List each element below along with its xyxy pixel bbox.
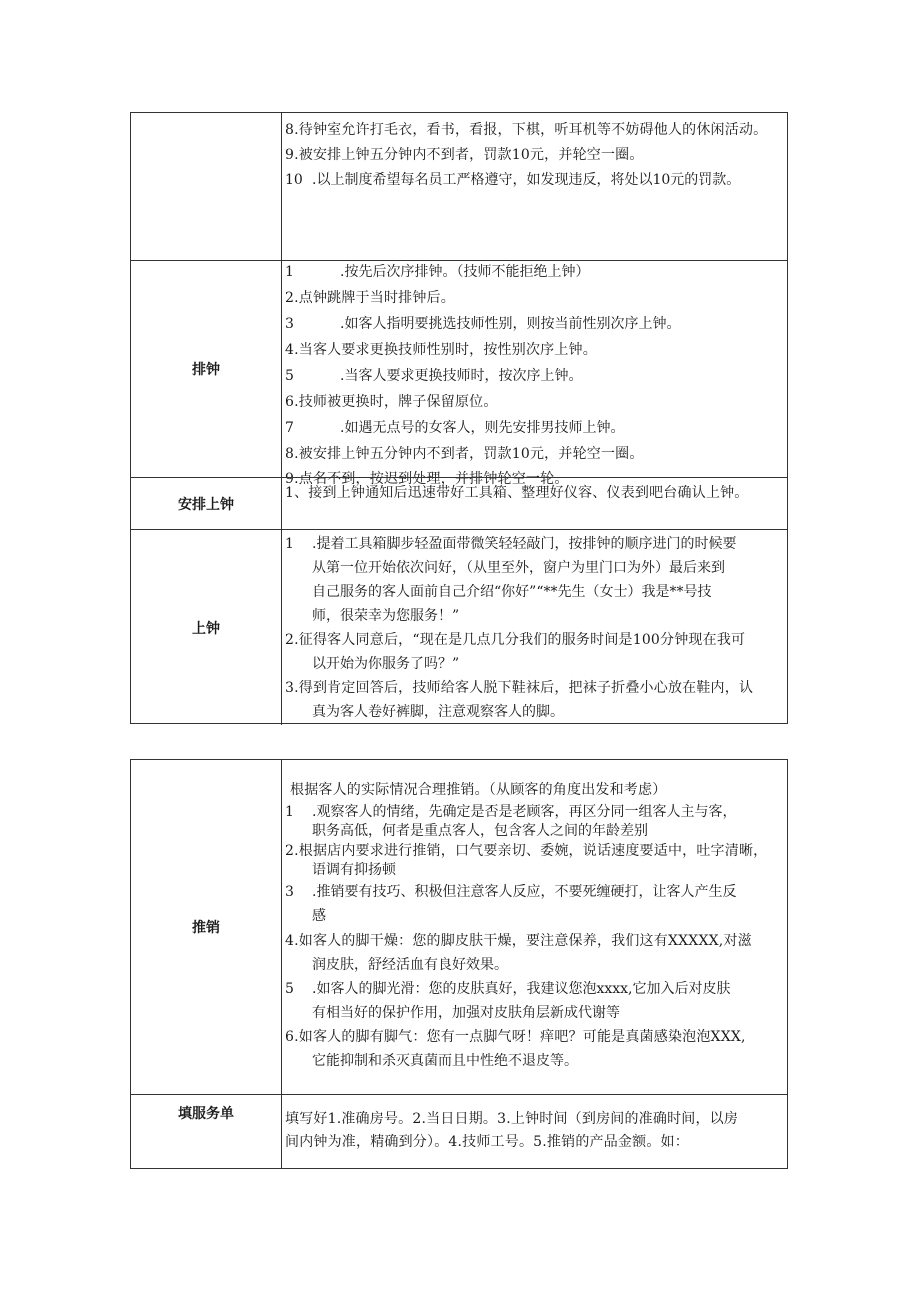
- list-item: 8.被安排上钟五分钟内不到者，罚款10元，并轮空一圈。: [285, 446, 644, 462]
- row-tianfu: [131, 1094, 787, 1168]
- list-line: 感: [312, 908, 326, 924]
- list-line: 6.如客人的脚有脚气：您有一点脚气呀！痒吧？可能是真菌感染泡泡XXX,: [285, 1029, 746, 1045]
- list-number: 1: [285, 264, 294, 280]
- row-content: [282, 113, 787, 260]
- list-number: 3: [285, 884, 294, 900]
- list-line: 真为客人卷好裤脚，注意观察客人的脚。: [312, 704, 564, 720]
- list-item: 6.技师被更换时，牌子保留原位。: [285, 394, 498, 410]
- list-number: 1: [285, 536, 294, 552]
- list-item: .当客人要求更换技师时，按次序上钟。: [340, 368, 583, 384]
- list-item: 2.点钟跳牌于当时排钟后。: [285, 290, 455, 306]
- rule-item: 9.被安排上钟五分钟内不到者，罚款10元，并轮空一圈。: [285, 147, 644, 163]
- list-number: 5: [285, 981, 294, 997]
- row-label-tuixiao: 推销: [131, 760, 282, 1094]
- list-line: 2.征得客人同意后，“现在是几点几分我们的服务时间是100分钟现在我可: [285, 632, 746, 648]
- list-number: 3: [285, 316, 294, 332]
- row-label-shangzhong: 上钟: [131, 530, 282, 725]
- list-line: 自己服务的客人面前自己介绍“你好”“**先生（女士）我是**号技: [312, 584, 712, 600]
- row-content: [282, 760, 787, 1094]
- row-label-anpai: 安排上钟: [131, 478, 282, 529]
- list-line: .观察客人的情绪，先确定是否是老顾客，再区分同一组客人主与客，: [312, 804, 737, 820]
- row-label-paizhong: 排钟: [131, 261, 282, 477]
- row-label-tianfu: 填服务单: [131, 1095, 282, 1168]
- row-content: [282, 261, 787, 487]
- rule-item: .以上制度希望每名员工严格遵守，如发现违反，将处以10元的罚款。: [312, 172, 741, 188]
- instruction-text: 1、接到上钟通知后迅速带好工具箱、整理好仪容、仪表到吧台确认上钟。: [285, 485, 749, 501]
- list-line: 师，很荣幸为您服务！”: [312, 608, 460, 624]
- list-item-clipped: 9.点名不到，按迟到处理，并排钟轮空一轮。: [285, 471, 569, 487]
- list-item: .如客人指明要挑选技师性别，则按当前性别次序上钟。: [340, 316, 681, 332]
- list-line: .如客人的脚光滑：您的皮肤真好，我建议您泡xxxx,它加入后对皮肤: [312, 981, 731, 997]
- row-anpai-shangzhong: [131, 477, 787, 529]
- rule-number: 10: [285, 172, 303, 188]
- row-content: [282, 478, 787, 529]
- list-line: 根据客人的实际情况合理推销。（从顾客的角度出发和考虑）: [290, 782, 667, 798]
- list-item: 4.当客人要求更换技师性别时，按性别次序上钟。: [285, 342, 597, 358]
- list-number: 5: [285, 368, 294, 384]
- list-line: 有相当好的保护作用，加强对皮肤角层新成代谢等: [312, 1005, 620, 1021]
- row-paizhong: [131, 260, 787, 487]
- list-item: .按先后次序排钟。（技师不能拒绝上钟）: [340, 264, 590, 280]
- list-number: 1: [285, 804, 294, 820]
- form-instruction-line: 间内钟为准，精确到分）。4.技师工号。5.推销的产品金额。如：: [285, 1134, 689, 1150]
- rules-table-1: [130, 112, 788, 724]
- row-shangzhong: [131, 529, 787, 725]
- list-item: .如遇无点号的女客人，则先安排男技师上钟。: [340, 420, 625, 436]
- rule-item: 8.待钟室允许打毛衣，看书，看报，下棋，听耳机等不妨碍他人的休闲活动。: [285, 122, 768, 138]
- row-label-empty: [131, 113, 282, 260]
- rules-table-2: [130, 759, 788, 1169]
- list-line: 润皮肤，舒经活血有良好效果。: [312, 957, 508, 973]
- row-tuixiao: [131, 760, 787, 1094]
- row-rules-continued: [131, 113, 787, 260]
- row-content: [282, 530, 787, 725]
- list-line: .提着工具箱脚步轻盈面带微笑轻轻敲门，按排钟的顺序进门的时候要: [312, 536, 737, 552]
- list-line: 3.得到肯定回答后，技师给客人脱下鞋袜后，把袜子折叠小心放在鞋内，认: [285, 680, 754, 696]
- list-line: 4.如客人的脚干燥：您的脚皮肤干燥，要注意保养，我们这有XXXXX,对滋: [285, 933, 752, 949]
- row-content: [282, 1095, 787, 1168]
- list-line: 2.根据店内要求进行推销，口气要亲切、委婉，说话速度要适中，吐字清晰，: [285, 843, 768, 859]
- list-line: 职务高低，何者是重点客人，包含客人之间的年龄差别: [312, 823, 648, 839]
- list-line: 语调有抑扬顿: [312, 862, 396, 878]
- list-number: 7: [285, 420, 294, 436]
- list-line: 以开始为你服务了吗？”: [312, 656, 460, 672]
- form-instruction-line: 填写好1.准确房号。2.当日日期。3.上钟时间（到房间的准确时间，以房: [285, 1111, 739, 1127]
- list-line: 它能抑制和杀灭真菌而且中性绝不退皮等。: [312, 1053, 578, 1069]
- list-line: 从第一位开始依次问好，（从里至外，窗户为里门口为外）最后来到: [312, 560, 725, 576]
- list-line: .推销要有技巧、积极但注意客人反应，不要死缠硬打，让客人产生反: [312, 884, 737, 900]
